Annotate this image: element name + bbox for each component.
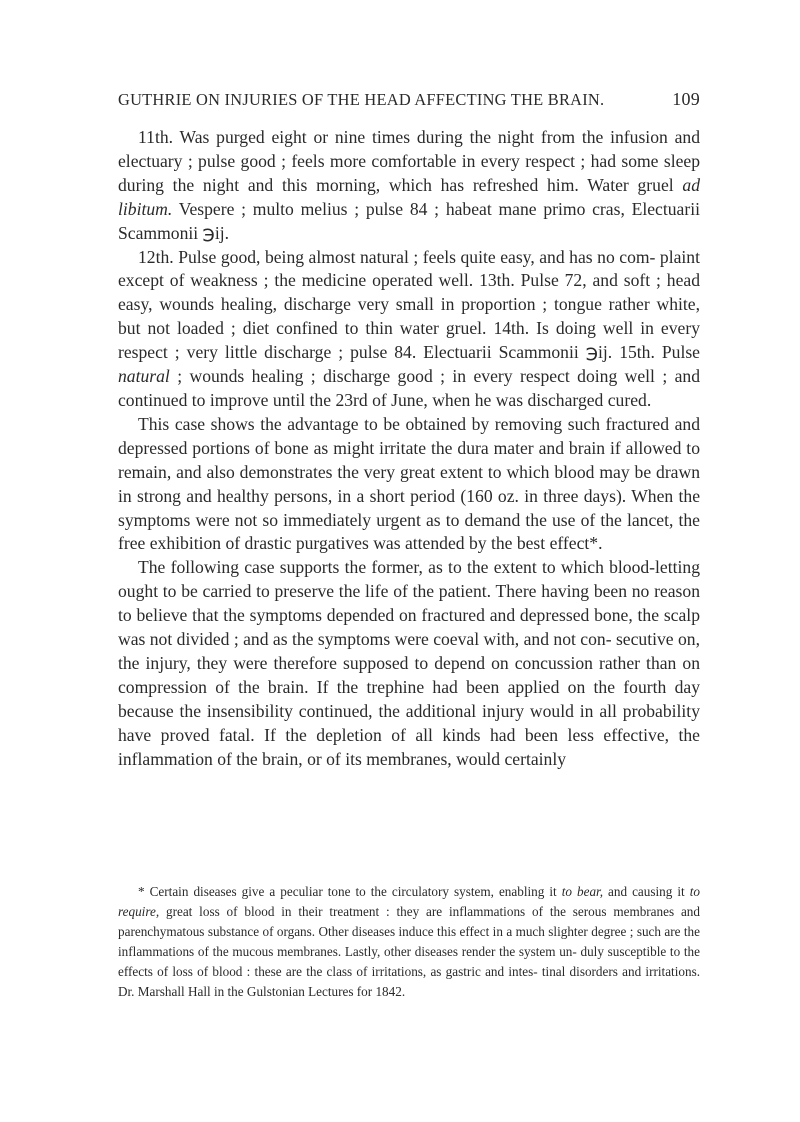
footnote-text [118, 882, 700, 1002]
running-head [118, 90, 700, 116]
paragraph: The following case supports the former, as to the extent to which blood-letting ought to be carried to preserve the life of the patient. There having been no reason to believe that the symptoms depended on fractured and depressed bone, the scalp was not divided ; and as the symptoms were coeval with, and not con- secutive on, the injury, they were therefore supposed to depend on concussion rather than on compression of the brain. If the trephine had been applied on the fourth day because the insensibility continued, the additional injury would in all probability have proved fatal. If the depletion of all kinds had been less effective, the inflammation of the brain, or of its membranes, would certainly [118, 557, 700, 769]
text-run: and causing it [603, 884, 690, 899]
page-number: 109 [672, 89, 700, 109]
text-run: 12th. Pulse good, being almost natural ; feels quite easy, and has no com- plaint except of weakness ; the medicine operated well. 13th. Pulse 72, and soft ; head easy, wounds healing, discharge very small in proportion ; tongue rather white, but not loaded ; diet confined to thin water gruel. 14th. Is doing well in every respect ; very little discharge ; pulse 84. Electuarii Scammonii ℈ij. 15th. Pulse [118, 246, 700, 363]
italic-text: to require, [118, 884, 700, 919]
text-run: Vespere ; multo melius ; pulse 84 ; habeat mane primo cras, Electuarii Scammonii ℈ij. [118, 198, 700, 243]
book-page [118, 0, 700, 1122]
text-run: * Certain diseases give a peculiar tone to the circulatory system, enabling it [138, 884, 562, 899]
italic-text: ad libitum. [118, 174, 700, 219]
paragraph [118, 126, 700, 246]
italic-text: to bear, [561, 884, 603, 899]
text-run: 11th. Was purged eight or nine times during the night from the infusion and electuary ; pulse good ; feels more comfortable in every respect ; had some sleep during the night and this morning, which has refreshed him. Water gruel [118, 127, 700, 195]
paragraph: This case shows the advantage to be obtained by removing such fractured and depressed portions of bone as might irritate the dura mater and brain if allowed to remain, and also demonstrates the very great extent to which blood may be drawn in strong and healthy persons, in a short period (160 oz. in three days). When the symptoms were not so immediately urgent as to demand the use of the lancet, the free exhibition of drastic purgatives was attended by the best effect*. [118, 413, 700, 554]
text-run: ; wounds healing ; discharge good ; in every respect doing well ; and continued to improve until the 23rd of June, when he was discharged cured. [118, 366, 700, 410]
footnote [118, 882, 700, 1002]
body-text [118, 126, 700, 771]
paragraph [118, 246, 700, 413]
text-run: great loss of blood in their treatment : they are inflammations of the serous membranes and parenchymatous substance of organs. Other diseases induce this effect in a much slighter degree ; such are the inflammations of the mucous membranes. Lastly, other diseases render the system un- duly susceptible to the effects of loss of blood : these are the class of irritations, as gastric and intes- tinal disorders and irritations. Dr. Marshall Hall in the Gulstonian Lectures for 1842. [118, 904, 700, 999]
running-title: GUTHRIE ON INJURIES OF THE HEAD AFFECTING THE BRAIN. [118, 90, 605, 109]
italic-text: natural [118, 366, 170, 387]
